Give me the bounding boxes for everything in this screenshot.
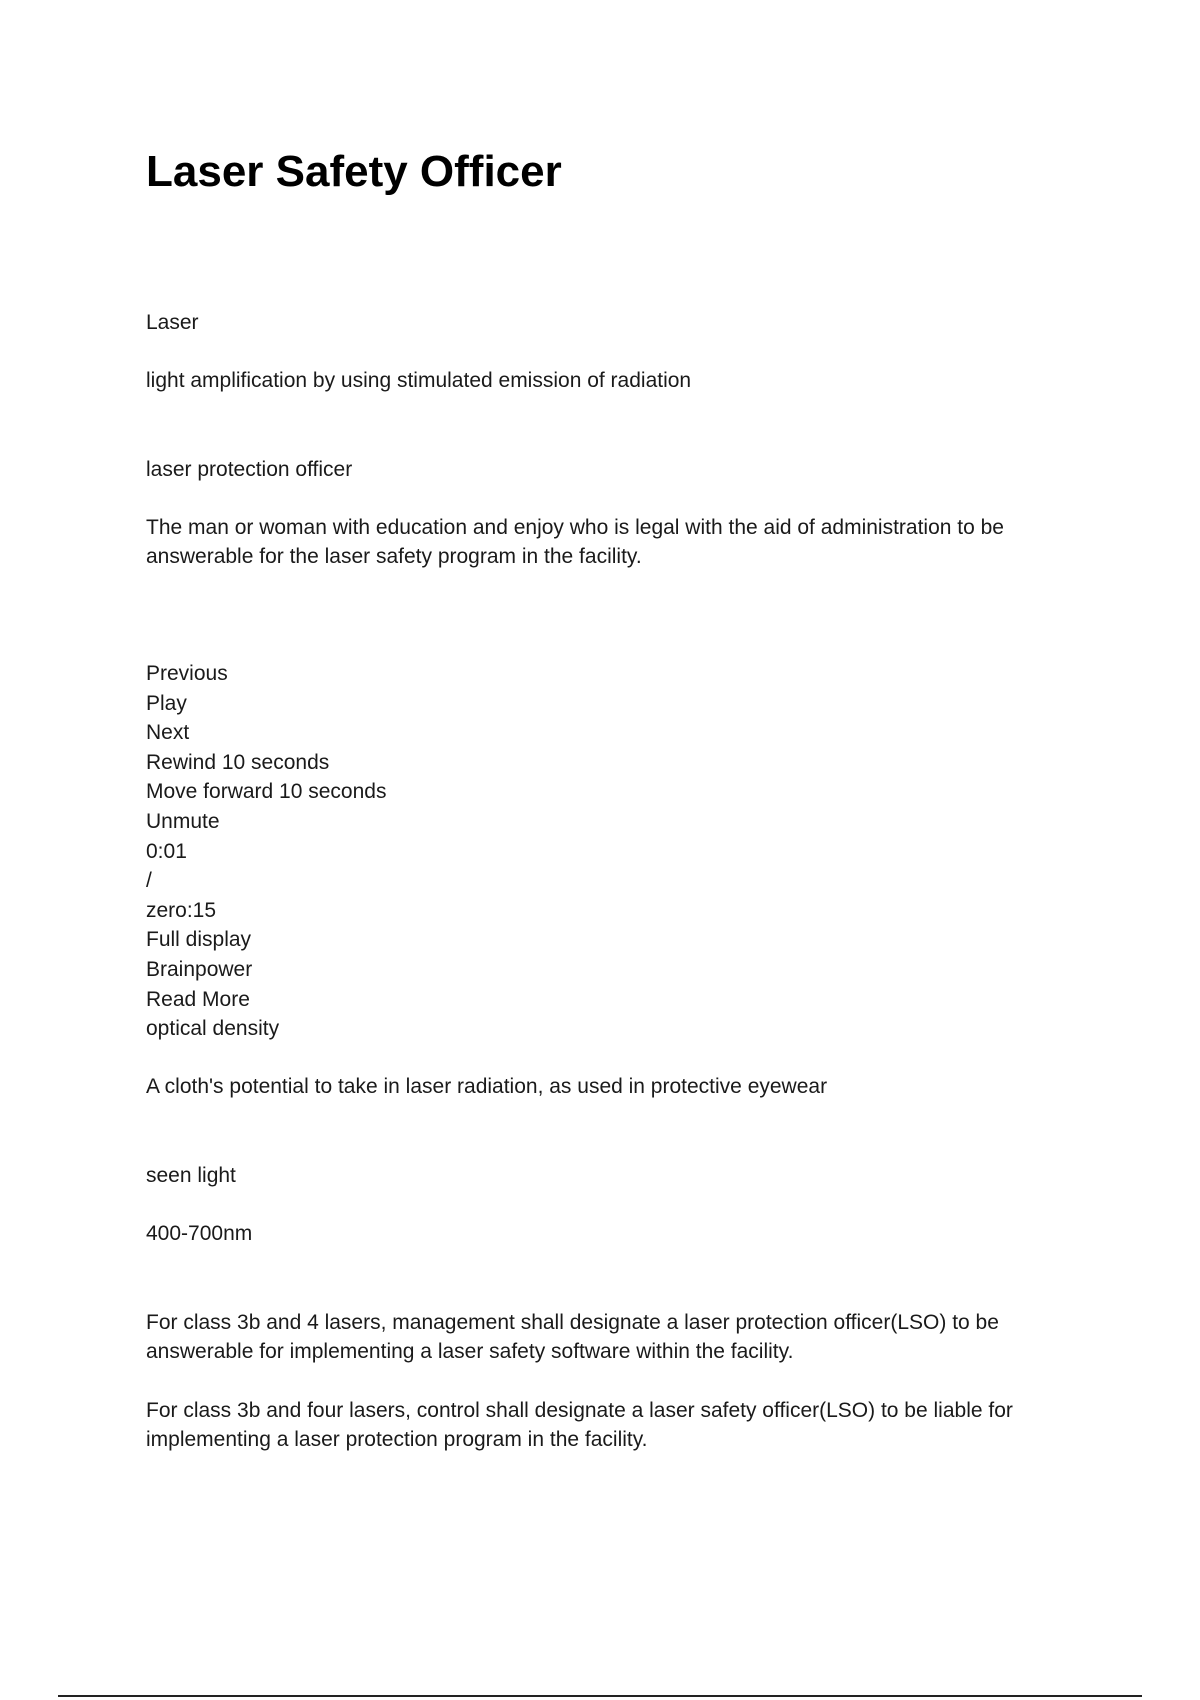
rewind-button[interactable]: Rewind 10 seconds [146,750,330,774]
card-definition-seen-light: 400-700nm [146,1222,253,1245]
card-term-laser: Laser [146,311,199,334]
document-page [146,0,1076,1700]
next-button[interactable]: Next [146,721,190,745]
play-button[interactable]: Play [146,691,187,715]
card-term-optical-density: optical density [146,1017,280,1040]
current-time: 0:01 [146,839,187,863]
footer-divider [58,1695,1142,1697]
card-definition-laser: light amplification by using stimulated emission of radiation [146,369,692,392]
card-term-seen-light: seen light [146,1164,236,1187]
card-definition-class-3b: For class 3b and four lasers, control shall designate a laser safety officer(LSO) to be liable for implementing a laser protection program in the facility. [146,1399,1013,1451]
card-definition-laser-protection-officer: The man or woman with education and enjoy who is legal with the aid of administration to be answerable for the laser safety program in the facility. [146,516,1004,568]
card-definition-optical-density: A cloth's potential to take in laser radiation, as used in protective eyewear [146,1075,828,1098]
previous-button[interactable]: Previous [146,662,228,685]
forward-button[interactable]: Move forward 10 seconds [146,780,387,804]
page-title: Laser Safety Officer [146,147,562,196]
media-player-controls [146,659,386,1014]
unmute-button[interactable]: Unmute [146,809,220,833]
time-separator: / [146,869,152,893]
brainpower-link[interactable]: Brainpower [146,957,253,981]
fullscreen-button[interactable]: Full display [146,928,252,952]
card-term-laser-protection-officer: laser protection officer [146,458,353,481]
duration: zero:15 [146,898,217,922]
read-more-link[interactable]: Read More [146,987,250,1011]
card-term-class-3b: For class 3b and 4 lasers, management shall designate a laser protection officer(LSO) to be answerable for implementing a laser safety software within the facility. [146,1311,999,1363]
